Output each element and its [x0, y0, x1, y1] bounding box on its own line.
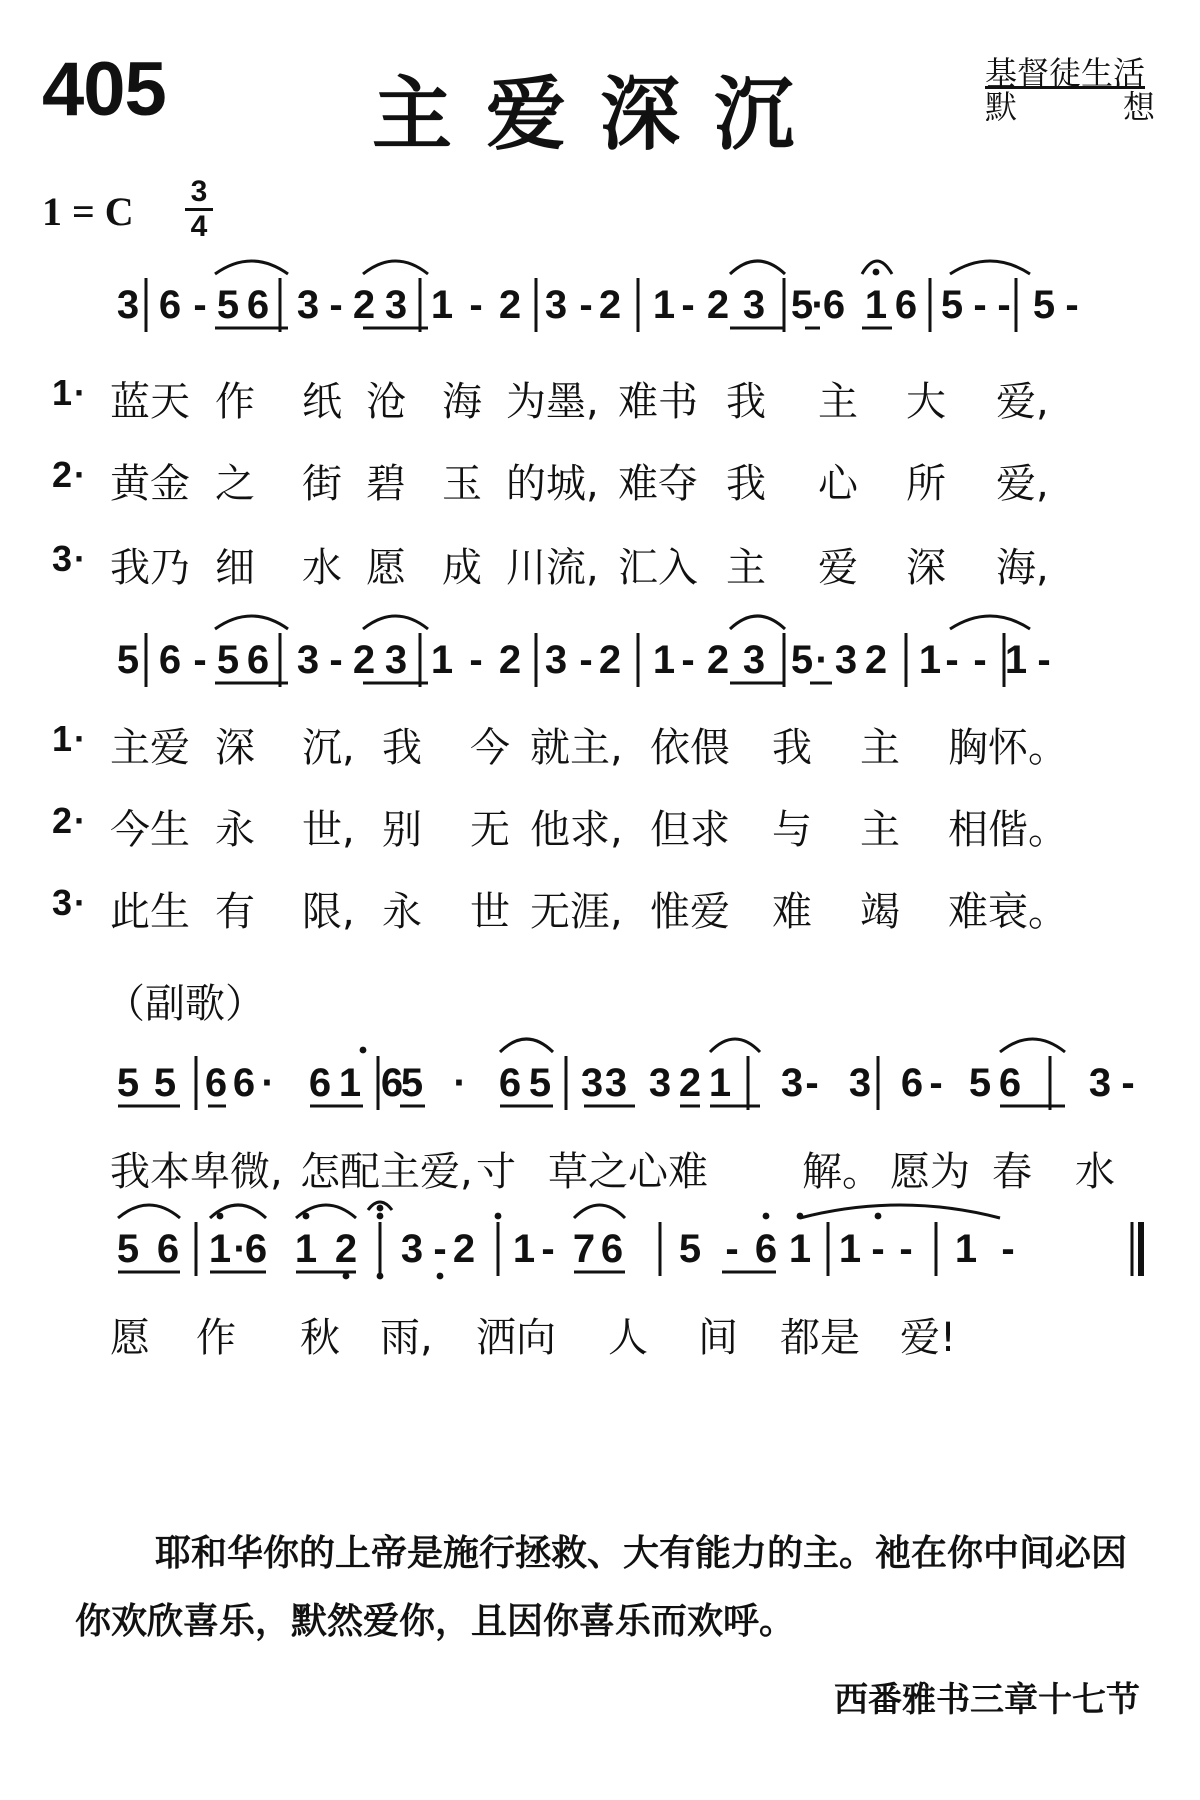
dash-mark: -: [945, 638, 959, 682]
octave-dot: [797, 1213, 804, 1220]
note: 5: [940, 283, 964, 327]
lyric-word: 春: [992, 1149, 1032, 1195]
slur: [730, 261, 785, 274]
lyric-word: 世,: [302, 807, 355, 853]
note: 1: [838, 1227, 862, 1271]
note: 3: [544, 283, 568, 327]
dash-mark: -: [973, 283, 987, 327]
note: 6: [244, 1227, 268, 1271]
dash-mark: -: [681, 283, 695, 327]
note: 6: [246, 638, 270, 682]
lyric-word: 别: [382, 807, 422, 853]
slur: [950, 261, 1030, 274]
lyric-word: 草之心难: [548, 1149, 708, 1195]
dash-mark: -: [541, 1227, 555, 1271]
note: 2: [598, 283, 622, 327]
note: 3: [604, 1061, 628, 1105]
slur: [1000, 1039, 1065, 1052]
verse-number-dot: ·: [74, 538, 86, 579]
note: 3: [116, 283, 140, 327]
note: 5: [968, 1061, 992, 1105]
note: 5: [153, 1061, 177, 1105]
slur: [800, 1205, 1000, 1218]
verse-number: 1: [52, 718, 73, 759]
composer-char: 默: [985, 88, 1018, 126]
lyric-word: 我: [726, 379, 766, 425]
note: 1: [208, 1227, 232, 1271]
octave-dot: [763, 1213, 770, 1220]
lyric-word: 雨,: [380, 1315, 433, 1361]
dash-mark: -: [579, 283, 593, 327]
time-signature-bottom: 4: [190, 210, 208, 243]
note: 2: [352, 283, 376, 327]
note: 2: [452, 1227, 476, 1271]
octave-dot: [360, 1047, 367, 1054]
lyric-word: 主: [860, 725, 900, 771]
note: 6: [156, 1227, 180, 1271]
note: 6: [158, 283, 182, 327]
dash-mark: -: [997, 283, 1011, 327]
lyric-word: 难: [772, 889, 812, 935]
note: 2: [706, 638, 730, 682]
note: 2: [352, 638, 376, 682]
octave-dot: [377, 1213, 384, 1220]
note: 2: [498, 638, 522, 682]
note: 5: [678, 1227, 702, 1271]
lyric-word: 愿为: [890, 1149, 970, 1195]
verse-number-dot: ·: [74, 800, 86, 841]
dot-mark: ·: [815, 638, 829, 682]
note: 1: [430, 283, 454, 327]
lyric-word: 人: [608, 1315, 648, 1361]
lyric-word: 的城,: [506, 461, 599, 507]
hymn-number: 405: [42, 47, 166, 132]
note: 3: [580, 1061, 604, 1105]
verse-number-dot: ·: [74, 718, 86, 759]
note: 3: [384, 638, 408, 682]
lyric-word: 水: [1075, 1149, 1115, 1195]
lyric-word: 爱,: [996, 379, 1049, 425]
note: 5: [1032, 283, 1056, 327]
lyric-word: 碧: [366, 461, 406, 507]
lyric-word: 纸: [302, 379, 342, 425]
lyric-word: 怎配主爱,: [300, 1149, 473, 1195]
note: 3: [1088, 1061, 1112, 1105]
note: 5: [790, 283, 814, 327]
lyric-word: 难书: [618, 379, 698, 425]
note: 1: [512, 1227, 536, 1271]
lyric-word: 细: [215, 545, 255, 591]
lyric-word: 街: [302, 461, 342, 507]
lyric-word: 惟爱: [650, 889, 730, 935]
dot-mark: ·: [811, 283, 825, 327]
dash-mark: -: [469, 283, 483, 327]
slur: [710, 1039, 760, 1052]
dash-mark: -: [805, 1061, 819, 1105]
slur: [574, 1205, 625, 1218]
lyric-word: 秋: [300, 1315, 340, 1361]
lyric-word: 作: [196, 1315, 236, 1361]
slur: [500, 1039, 553, 1052]
lyric-word: 世: [470, 889, 510, 935]
octave-dot: [495, 1213, 502, 1220]
note: 1: [338, 1061, 362, 1105]
note: 5: [216, 283, 240, 327]
note: 2: [678, 1061, 702, 1105]
lyric-word: 作: [215, 379, 255, 425]
note: 5: [790, 638, 814, 682]
note: 2: [864, 638, 888, 682]
dash-mark: -: [973, 638, 987, 682]
lyric-word: 但求: [650, 807, 730, 853]
dash-mark: -: [725, 1227, 739, 1271]
lyric-word: 爱: [818, 545, 858, 591]
note: 1: [864, 283, 888, 327]
note: 6: [246, 283, 270, 327]
lyric-word: 心: [818, 461, 858, 507]
note: 1: [708, 1061, 732, 1105]
verse-number-dot: ·: [74, 454, 86, 495]
scripture-reference: 西番雅书三章十七节: [834, 1680, 1140, 1720]
lyric-word: 依偎: [650, 725, 730, 771]
note: 6: [754, 1227, 778, 1271]
octave-dot: [377, 1273, 384, 1280]
time-signature-top: 3: [185, 176, 213, 211]
note: 1: [652, 283, 676, 327]
lyric-word: 难夺: [618, 461, 698, 507]
lyric-word: 我乃: [110, 545, 190, 591]
lyric-word: 为墨,: [506, 379, 599, 425]
chorus-label: （副歌）: [105, 981, 265, 1027]
lyric-word: 无涯,: [530, 889, 623, 935]
note: 6: [308, 1061, 332, 1105]
dash-mark: -: [329, 283, 343, 327]
lyric-word: 主爱: [110, 725, 190, 771]
note: 6: [158, 638, 182, 682]
hymn-title: 主爱深沉: [372, 68, 828, 161]
dash-mark: -: [681, 638, 695, 682]
note: 1: [954, 1227, 978, 1271]
note: 3: [848, 1061, 872, 1105]
lyric-word: 限,: [302, 889, 355, 935]
lyric-word: 解。: [802, 1149, 882, 1195]
slur: [363, 616, 428, 629]
lyric-word: 我: [382, 725, 422, 771]
lyric-word: 所: [906, 461, 946, 507]
lyric-word: 胸怀。: [948, 725, 1068, 771]
lyric-word: 寸: [476, 1149, 516, 1195]
lyric-word: 永: [382, 889, 422, 935]
verse-number: 3: [52, 538, 73, 579]
note: 3: [544, 638, 568, 682]
lyric-word: 沧: [366, 379, 406, 425]
note: 1: [294, 1227, 318, 1271]
note: 1: [788, 1227, 812, 1271]
lyric-word: 之: [215, 461, 255, 507]
lyric-word: 我: [726, 461, 766, 507]
slur: [215, 261, 288, 274]
verse-number-dot: ·: [74, 882, 86, 923]
note: 6: [600, 1227, 624, 1271]
note: 1: [918, 638, 942, 682]
dash-mark: -: [193, 638, 207, 682]
octave-dot: [343, 1273, 350, 1280]
verse-number: 3: [52, 882, 73, 923]
lyric-word: 与: [772, 807, 812, 853]
lyric-word: 间: [698, 1315, 738, 1361]
lyric-word: 愿: [366, 545, 406, 591]
lyric-word: 主: [860, 807, 900, 853]
lyric-word: 就主,: [530, 725, 623, 771]
note: 3: [742, 638, 766, 682]
lyric-word: 无: [470, 807, 510, 853]
note: 3: [296, 283, 320, 327]
lyric-word: 主: [818, 379, 858, 425]
note: 1: [1004, 638, 1028, 682]
note: 2: [498, 283, 522, 327]
dash-mark: -: [929, 1061, 943, 1105]
lyric-word: 汇入: [618, 545, 698, 591]
note: 1: [430, 638, 454, 682]
lyric-word: 黄金: [110, 461, 190, 507]
lyric-word: 川流,: [506, 545, 599, 591]
dot-mark: ·: [453, 1061, 467, 1105]
note: 6: [894, 283, 918, 327]
slur: [730, 616, 785, 629]
note: 6: [822, 283, 846, 327]
note: 3: [834, 638, 858, 682]
note: 5: [116, 1061, 140, 1105]
octave-dot: [303, 1213, 310, 1220]
note: 5: [400, 1061, 424, 1105]
note: 6: [380, 1061, 404, 1105]
dash-mark: -: [1037, 638, 1051, 682]
verse-number: 2: [52, 454, 73, 495]
notation-layer: [117, 278, 1141, 1276]
note: 6: [498, 1061, 522, 1105]
lyric-word: 海,: [996, 545, 1049, 591]
source-label: 基督徒生活: [985, 54, 1146, 92]
note: 7: [572, 1227, 596, 1271]
composer-char: 想: [1122, 88, 1155, 126]
dash-mark: -: [1065, 283, 1079, 327]
note: 5: [528, 1061, 552, 1105]
slur: [215, 616, 288, 629]
lyric-word: 都是: [780, 1315, 860, 1361]
dash-mark: -: [899, 1227, 913, 1271]
lyric-word: 今: [470, 725, 510, 771]
dash-mark: -: [329, 638, 343, 682]
dash-mark: -: [579, 638, 593, 682]
lyric-word: 此生: [110, 889, 190, 935]
dot-mark: ·: [233, 1227, 247, 1271]
key-signature: 1 = C: [42, 189, 134, 234]
lyric-word: 深: [906, 545, 946, 591]
lyric-word: 成: [442, 545, 482, 591]
lyric-word: 他求,: [530, 807, 623, 853]
lyric-word: 相偕。: [948, 807, 1068, 853]
slur: [950, 616, 1030, 629]
note: 3: [384, 283, 408, 327]
note: 3: [400, 1227, 424, 1271]
octave-dot: [875, 1213, 882, 1220]
slur: [363, 261, 428, 274]
lyric-word: 竭: [860, 889, 900, 935]
lyric-word: 我本卑微,: [110, 1149, 283, 1195]
lyric-word: 爱,: [996, 461, 1049, 507]
lyric-word: 永: [215, 807, 255, 853]
note: 6: [232, 1061, 256, 1105]
lyric-word: 爱!: [900, 1315, 957, 1361]
octave-dot: [377, 1205, 384, 1212]
scripture-verse: 耶和华你的上帝是施行拯救、大有能力的主。祂在你中间必因你欢欣喜乐，默然爱你，且因你喜乐而欢呼。: [75, 1533, 1128, 1642]
lyric-word: 大: [906, 379, 946, 425]
slur: [118, 1205, 180, 1218]
lyric-word: 洒向: [476, 1315, 556, 1361]
note: 1: [652, 638, 676, 682]
note: 6: [204, 1061, 228, 1105]
octave-dot: [437, 1273, 444, 1280]
note: 5: [116, 1227, 140, 1271]
dash-mark: -: [1001, 1227, 1015, 1271]
verse-number-dot: ·: [74, 372, 86, 413]
verse-number: 2: [52, 800, 73, 841]
dash-mark: -: [433, 1227, 447, 1271]
dash-mark: -: [871, 1227, 885, 1271]
note: 3: [742, 283, 766, 327]
lyric-word: 深: [215, 725, 255, 771]
octave-dot: [873, 269, 880, 276]
lyric-word: 愿: [110, 1315, 150, 1361]
note: 3: [780, 1061, 804, 1105]
lyric-word: 难衰。: [948, 889, 1068, 935]
note: 3: [648, 1061, 672, 1105]
verse-number: 1: [52, 372, 73, 413]
note: 2: [598, 638, 622, 682]
note: 2: [706, 283, 730, 327]
lyric-word: 海: [442, 379, 482, 425]
octave-dot: [217, 1213, 224, 1220]
note: 5: [116, 638, 140, 682]
lyric-word: 蓝天: [110, 379, 190, 425]
lyric-word: 今生: [110, 807, 190, 853]
lyric-word: 我: [772, 725, 812, 771]
note: 3: [296, 638, 320, 682]
dash-mark: -: [1121, 1061, 1135, 1105]
lyric-word: 玉: [442, 461, 482, 507]
dot-mark: ·: [261, 1061, 275, 1105]
note: 6: [900, 1061, 924, 1105]
lyric-word: 有: [215, 889, 255, 935]
lyric-word: 水: [302, 545, 342, 591]
note: 2: [334, 1227, 358, 1271]
lyric-word: 沉,: [302, 725, 355, 771]
dash-mark: -: [193, 283, 207, 327]
lyric-word: 主: [726, 545, 766, 591]
note: 6: [998, 1061, 1022, 1105]
note: 5: [216, 638, 240, 682]
dash-mark: -: [469, 638, 483, 682]
